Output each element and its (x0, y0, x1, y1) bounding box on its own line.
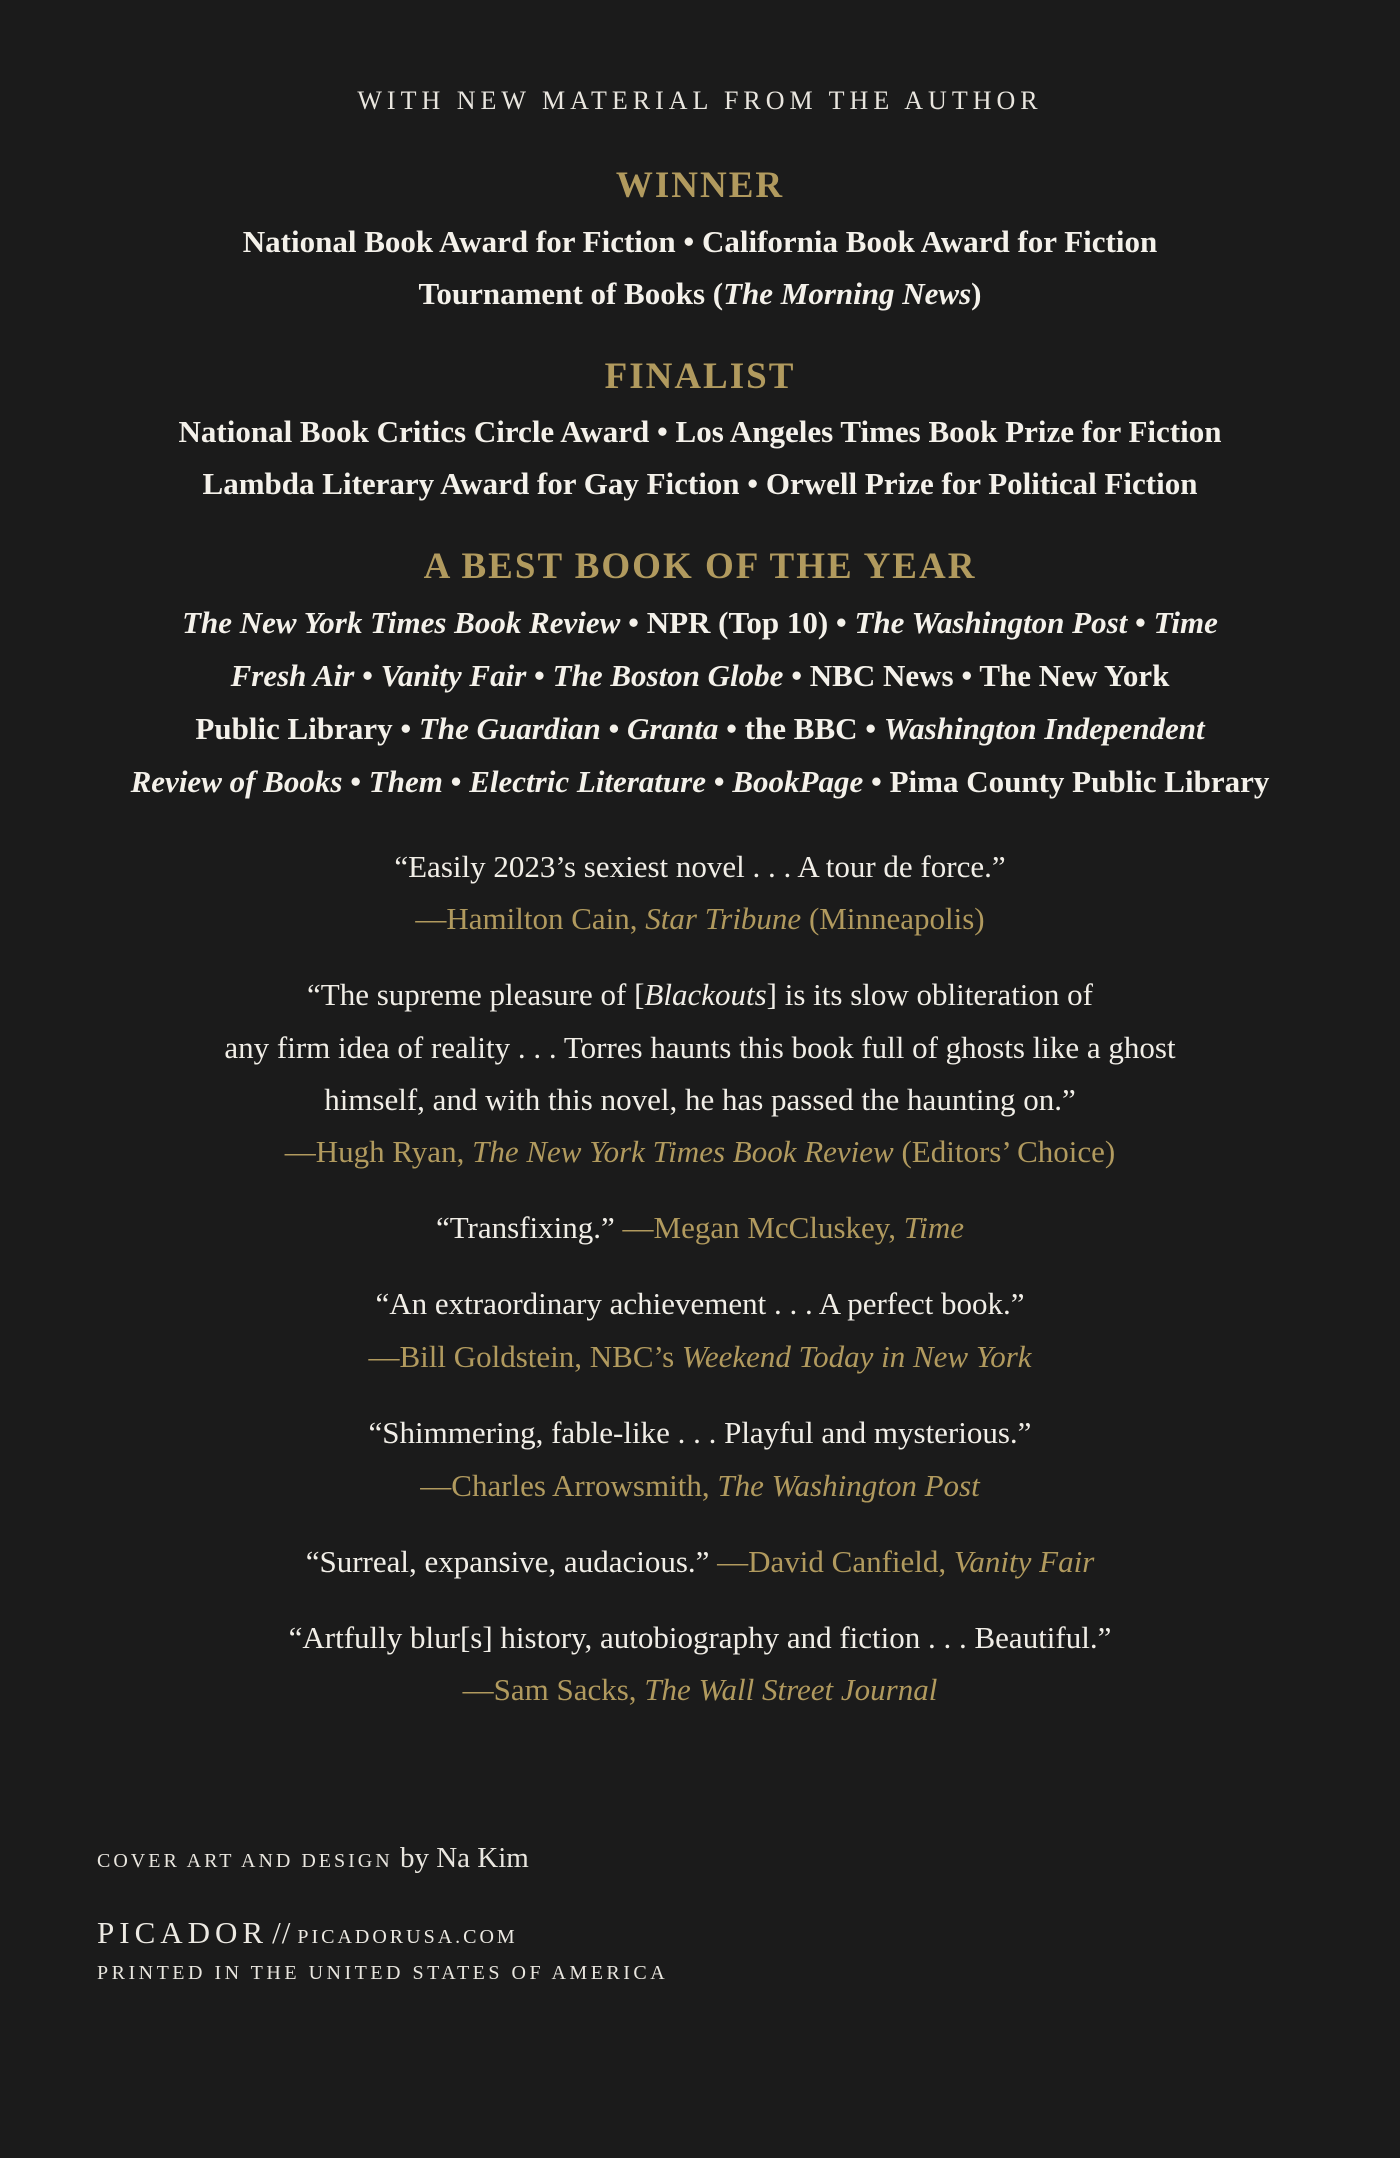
quote-7-text: “Artfully blur[s] history, autobiography and fiction . . . Beautiful.” (288, 1620, 1112, 1655)
new-material-eyebrow: WITH NEW MATERIAL FROM THE AUTHOR (357, 86, 1043, 115)
best-book-item: • NPR (Top 10) • (620, 605, 855, 640)
best-book-item: Electric Literature (469, 764, 706, 799)
best-book-item: • NBC News • The New York (783, 658, 1170, 693)
attribution-suffix: (Editors’ Choice) (893, 1134, 1116, 1169)
attribution-suffix: (Minneapolis) (801, 901, 985, 936)
winner-line-2-post: ) (971, 276, 982, 311)
quote-text: “Surreal, expansive, audacious.” (305, 1544, 718, 1579)
best-book-item: Granta (627, 711, 719, 746)
quote-2-line-2: any firm idea of reality . . . Torres haunts this book full of ghosts like a ghost (224, 1030, 1176, 1065)
attribution-source: The Wall Street Journal (644, 1672, 938, 1707)
attribution-name: —Bill Goldstein, NBC’s (368, 1339, 682, 1374)
best-book-item: • (342, 764, 369, 799)
quote-4-text: “An extraordinary achievement . . . A perfect book.” (375, 1286, 1025, 1321)
quote-text: “Transfixing.” (435, 1210, 623, 1245)
attribution-source: Weekend Today in New York (681, 1339, 1032, 1374)
finalist-heading: FINALIST (604, 356, 796, 397)
best-book-line-3 (0, 702, 1400, 755)
quote-text: “The supreme pleasure of [ (307, 977, 645, 1012)
best-book-item: The Boston Globe (552, 658, 784, 693)
best-book-item: Review of Books (130, 764, 343, 799)
best-book-item: • (442, 764, 470, 799)
best-book-item: • (526, 658, 553, 693)
attribution-source: The Washington Post (717, 1468, 980, 1503)
best-book-item: The New York Times Book Review (182, 605, 621, 640)
attribution-name: —Hugh Ryan, (284, 1134, 473, 1169)
best-book-line-1 (0, 596, 1400, 649)
publisher-website: PICADORUSA.COM (297, 1926, 518, 1948)
best-book-item: BookPage (732, 764, 864, 799)
best-book-line-4 (0, 755, 1400, 808)
quote-4-attribution (0, 1330, 1400, 1383)
best-book-item: • (354, 658, 381, 693)
best-book-item: Time (1153, 605, 1218, 640)
cover-credit (97, 1842, 529, 1875)
best-book-heading: A BEST BOOK OF THE YEAR (423, 546, 977, 587)
attribution-source: Vanity Fair (953, 1544, 1095, 1579)
winner-line-2-pre: Tournament of Books ( (418, 276, 724, 311)
book-title: Blackouts (644, 977, 767, 1012)
finalist-line-1: National Book Critics Circle Award • Los Angeles Times Book Prize for Fiction (178, 414, 1222, 449)
best-book-item: Them (368, 764, 443, 799)
quote-1-text: “Easily 2023’s sexiest novel . . . A tour de force.” (394, 849, 1006, 884)
attribution-name: —Sam Sacks, (462, 1672, 645, 1707)
best-book-item: The Washington Post (854, 605, 1128, 640)
best-book-item: The Guardian (418, 711, 601, 746)
attribution-name: —Charles Arrowsmith, (420, 1468, 718, 1503)
quote-2-line-3: himself, and with this novel, he has passed the haunting on.” (324, 1082, 1076, 1117)
attribution-name: —David Canfield, (717, 1544, 954, 1579)
printed-in-usa: PRINTED IN THE UNITED STATES OF AMERICA (97, 1962, 669, 1984)
attribution-name: —Hamilton Cain, (415, 901, 646, 936)
attribution-name: —Megan McCluskey, (622, 1210, 904, 1245)
best-book-item: • (1127, 605, 1154, 640)
cover-credit-name: by Na Kim (392, 1842, 529, 1874)
best-book-item: Fresh Air (230, 658, 355, 693)
finalist-line-2: Lambda Literary Award for Gay Fiction • Orwell Prize for Political Fiction (202, 466, 1198, 501)
quote-6 (0, 1535, 1400, 1588)
best-book-item: Washington Independent (883, 711, 1205, 746)
quote-5-text: “Shimmering, fable-like . . . Playful and mysterious.” (368, 1415, 1032, 1450)
quote-5-attribution (0, 1459, 1400, 1512)
quote-text: ] is its slow obliteration of (766, 977, 1093, 1012)
quote-2-line-1 (0, 968, 1400, 1021)
attribution-source: Time (903, 1210, 965, 1245)
morning-news-title: The Morning News (723, 276, 972, 311)
best-book-item: • (600, 711, 628, 746)
best-book-item: Public Library • (195, 711, 419, 746)
best-book-item: • (706, 764, 733, 799)
winner-line-2 (0, 268, 1400, 320)
publisher-name: PICADOR (97, 1915, 269, 1950)
publisher-separator: // (272, 1915, 292, 1950)
cover-credit-label: COVER ART AND DESIGN (97, 1850, 393, 1872)
best-book-item: • Pima County Public Library (863, 764, 1270, 799)
quote-2-attribution (0, 1125, 1400, 1178)
winner-heading: WINNER (615, 165, 785, 206)
publisher-line (97, 1915, 518, 1951)
best-book-item: • the BBC • (718, 711, 884, 746)
winner-line-1: National Book Award for Fiction • California Book Award for Fiction (242, 224, 1158, 259)
best-book-line-2 (0, 649, 1400, 702)
quote-1-attribution (0, 892, 1400, 945)
quote-7-attribution (0, 1663, 1400, 1716)
quote-3 (0, 1201, 1400, 1254)
attribution-source: Star Tribune (645, 901, 802, 936)
best-book-item: Vanity Fair (380, 658, 527, 693)
attribution-source: The New York Times Book Review (472, 1134, 894, 1169)
